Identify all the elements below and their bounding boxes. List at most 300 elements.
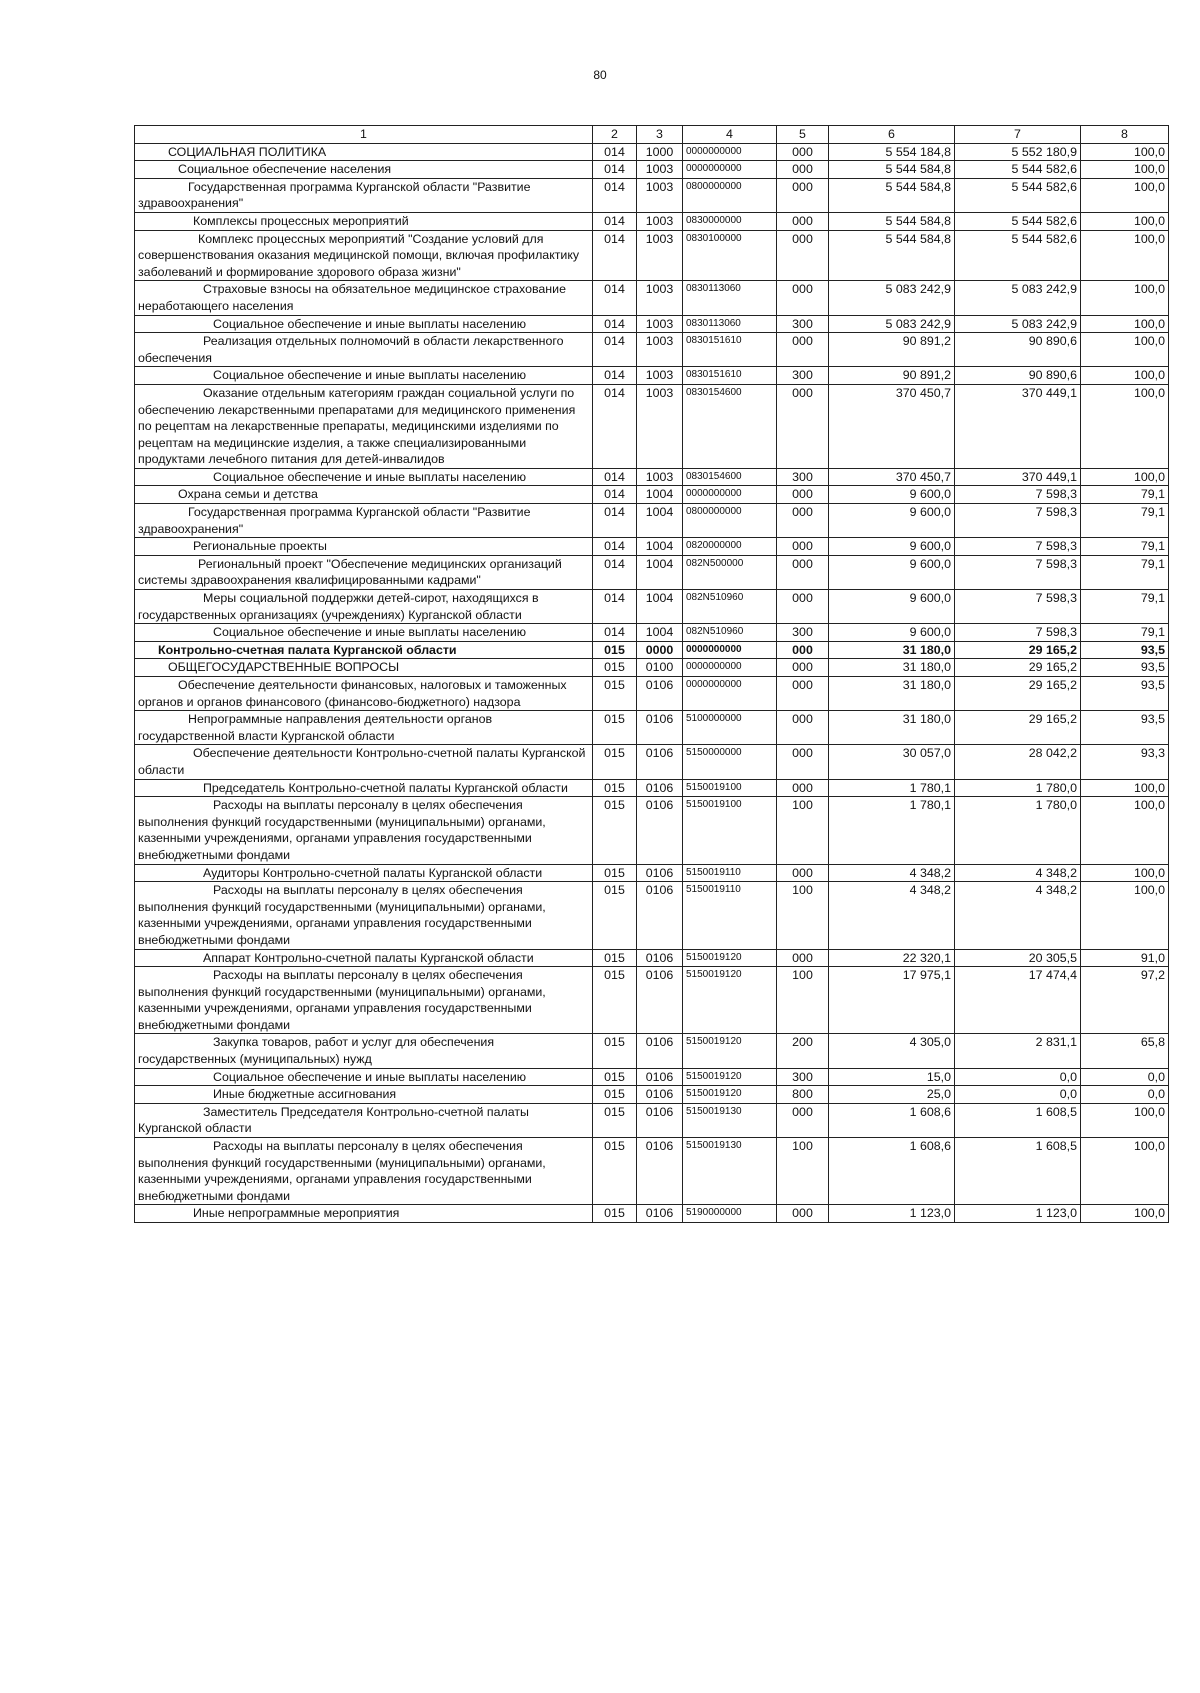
executed-amount-cell: 5 544 582,6	[955, 161, 1081, 179]
subsection-code-cell: 1003	[637, 178, 683, 212]
section-code-cell: 014	[593, 486, 637, 504]
executed-amount-cell: 29 165,2	[955, 677, 1081, 711]
percent-cell: 100,0	[1081, 882, 1169, 949]
expense-type-cell: 300	[777, 468, 829, 486]
expense-type-cell: 000	[777, 333, 829, 367]
section-code-cell: 015	[593, 641, 637, 659]
executed-amount-cell: 5 544 582,6	[955, 178, 1081, 212]
item-name-text: СОЦИАЛЬНАЯ ПОЛИТИКА	[168, 144, 327, 159]
subsection-code-cell: 0100	[637, 659, 683, 677]
expense-type-cell: 000	[777, 486, 829, 504]
subsection-code-cell: 0106	[637, 882, 683, 949]
planned-amount-cell: 31 180,0	[829, 659, 955, 677]
section-code-cell: 015	[593, 779, 637, 797]
item-name-cell	[135, 1086, 593, 1104]
expense-type-cell: 000	[777, 1205, 829, 1223]
table-row	[135, 315, 1169, 333]
planned-amount-cell: 31 180,0	[829, 641, 955, 659]
executed-amount-cell: 2 831,1	[955, 1034, 1081, 1068]
subsection-code-cell: 1003	[637, 333, 683, 367]
target-code-cell: 5150019120	[683, 1034, 777, 1068]
subsection-code-cell: 0106	[637, 1205, 683, 1223]
planned-amount-cell: 22 320,1	[829, 949, 955, 967]
item-name-text: Социальное обеспечение и иные выплаты населению	[213, 368, 527, 383]
item-name-cell	[135, 384, 593, 468]
item-name-text: Иные бюджетные ассигнования	[213, 1087, 397, 1102]
executed-amount-cell: 0,0	[955, 1068, 1081, 1086]
section-code-cell: 015	[593, 1205, 637, 1223]
table-row	[135, 230, 1169, 281]
executed-amount-cell: 90 890,6	[955, 333, 1081, 367]
target-code-cell: 0830113060	[683, 315, 777, 333]
table-row	[135, 967, 1169, 1034]
planned-amount-cell: 25,0	[829, 1086, 955, 1104]
subsection-code-cell: 1003	[637, 367, 683, 385]
table-row	[135, 641, 1169, 659]
subsection-code-cell: 0106	[637, 864, 683, 882]
planned-amount-cell: 5 554 184,8	[829, 143, 955, 161]
item-name-cell	[135, 779, 593, 797]
executed-amount-cell: 1 608,5	[955, 1103, 1081, 1137]
item-name-cell	[135, 882, 593, 949]
item-name-cell	[135, 949, 593, 967]
percent-cell: 93,5	[1081, 659, 1169, 677]
item-name-text: Охрана семьи и детства	[178, 487, 318, 502]
planned-amount-cell: 9 600,0	[829, 486, 955, 504]
planned-amount-cell: 4 348,2	[829, 864, 955, 882]
item-name-text: Оказание отдельным категориям граждан социальной услуги по обеспечению лекарственными препаратами для медицинского применения по рецептам на лекарственные препараты, медицинскими изделиями по рецептам на медицинские изделия, а также специализированными продуктами лечебного питания для детей-инвалидов	[138, 385, 576, 467]
executed-amount-cell: 4 348,2	[955, 882, 1081, 949]
planned-amount-cell: 370 450,7	[829, 468, 955, 486]
table-row	[135, 797, 1169, 864]
item-name-cell	[135, 1138, 593, 1205]
percent-cell: 93,5	[1081, 641, 1169, 659]
target-code-cell: 5150019120	[683, 949, 777, 967]
item-name-text: Реализация отдельных полномочий в области лекарственного обеспечения	[138, 334, 564, 365]
expense-type-cell: 000	[777, 745, 829, 779]
percent-cell: 100,0	[1081, 143, 1169, 161]
percent-cell: 100,0	[1081, 1205, 1169, 1223]
executed-amount-cell: 90 890,6	[955, 367, 1081, 385]
expense-type-cell: 000	[777, 504, 829, 538]
item-name-text: Контрольно-счетная палата Курганской области	[158, 642, 457, 657]
expense-type-cell: 000	[777, 538, 829, 556]
section-code-cell: 014	[593, 555, 637, 589]
subsection-code-cell: 0106	[637, 779, 683, 797]
subsection-code-cell: 0106	[637, 711, 683, 745]
executed-amount-cell: 7 598,3	[955, 538, 1081, 556]
executed-amount-cell: 7 598,3	[955, 590, 1081, 624]
header-row	[135, 126, 1169, 144]
item-name-text: Региональный проект "Обеспечение медицинских организаций системы здравоохранения квалифицированными кадрами"	[138, 556, 562, 588]
planned-amount-cell: 5 544 584,8	[829, 161, 955, 179]
item-name-text: Обеспечение деятельности финансовых, налоговых и таможенных органов и органов финансового (финансово-бюджетного) надзора	[138, 678, 567, 709]
table-row	[135, 1034, 1169, 1068]
target-code-cell: 0000000000	[683, 161, 777, 179]
planned-amount-cell: 9 600,0	[829, 590, 955, 624]
table-row	[135, 384, 1169, 468]
target-code-cell: 0830113060	[683, 281, 777, 315]
subsection-code-cell: 0106	[637, 677, 683, 711]
table-row	[135, 1068, 1169, 1086]
executed-amount-cell: 5 083 242,9	[955, 315, 1081, 333]
section-code-cell: 014	[593, 504, 637, 538]
section-code-cell: 014	[593, 178, 637, 212]
executed-amount-cell: 5 544 582,6	[955, 212, 1081, 230]
item-name-cell	[135, 281, 593, 315]
executed-amount-cell: 5 552 180,9	[955, 143, 1081, 161]
item-name-cell	[135, 230, 593, 281]
percent-cell: 93,3	[1081, 745, 1169, 779]
item-name-cell	[135, 864, 593, 882]
expense-type-cell: 000	[777, 161, 829, 179]
table-row	[135, 1103, 1169, 1137]
table-row	[135, 624, 1169, 642]
subsection-code-cell: 1004	[637, 538, 683, 556]
target-code-cell: 5150019110	[683, 864, 777, 882]
percent-cell: 100,0	[1081, 779, 1169, 797]
percent-cell: 100,0	[1081, 1138, 1169, 1205]
subsection-code-cell: 1003	[637, 468, 683, 486]
subsection-code-cell: 0106	[637, 1068, 683, 1086]
section-code-cell: 014	[593, 281, 637, 315]
item-name-text: Социальное обеспечение и иные выплаты населению	[213, 469, 527, 484]
target-code-cell: 5150019100	[683, 779, 777, 797]
table-row	[135, 779, 1169, 797]
item-name-cell	[135, 161, 593, 179]
section-code-cell: 014	[593, 367, 637, 385]
percent-cell: 100,0	[1081, 468, 1169, 486]
percent-cell: 79,1	[1081, 624, 1169, 642]
expense-type-cell: 000	[777, 143, 829, 161]
item-name-cell	[135, 178, 593, 212]
expense-type-cell: 300	[777, 624, 829, 642]
subsection-code-cell: 1004	[637, 590, 683, 624]
table-row	[135, 1205, 1169, 1223]
expense-type-cell: 000	[777, 281, 829, 315]
subsection-code-cell: 1004	[637, 624, 683, 642]
target-code-cell: 5100000000	[683, 711, 777, 745]
executed-amount-cell: 29 165,2	[955, 641, 1081, 659]
section-code-cell: 014	[593, 315, 637, 333]
section-code-cell: 014	[593, 143, 637, 161]
header-cell-3: 3	[637, 126, 683, 144]
table-row	[135, 677, 1169, 711]
item-name-cell	[135, 143, 593, 161]
item-name-cell	[135, 212, 593, 230]
item-name-cell	[135, 538, 593, 556]
table-row	[135, 333, 1169, 367]
table-row	[135, 367, 1169, 385]
section-code-cell: 014	[593, 333, 637, 367]
table-row	[135, 468, 1169, 486]
item-name-cell	[135, 1103, 593, 1137]
target-code-cell: 0820000000	[683, 538, 777, 556]
item-name-cell	[135, 1205, 593, 1223]
item-name-cell	[135, 367, 593, 385]
percent-cell: 100,0	[1081, 367, 1169, 385]
executed-amount-cell: 1 780,0	[955, 779, 1081, 797]
table-row	[135, 281, 1169, 315]
executed-amount-cell: 20 305,5	[955, 949, 1081, 967]
target-code-cell: 0830000000	[683, 212, 777, 230]
item-name-cell	[135, 1034, 593, 1068]
item-name-cell	[135, 333, 593, 367]
target-code-cell: 5150019120	[683, 1068, 777, 1086]
subsection-code-cell: 0106	[637, 1138, 683, 1205]
subsection-code-cell: 0106	[637, 967, 683, 1034]
expense-type-cell: 300	[777, 315, 829, 333]
executed-amount-cell: 7 598,3	[955, 555, 1081, 589]
header-cell-2: 2	[593, 126, 637, 144]
target-code-cell: 5190000000	[683, 1205, 777, 1223]
item-name-text: Иные непрограммные мероприятия	[193, 1206, 400, 1221]
expense-type-cell: 000	[777, 1103, 829, 1137]
page-number: 80	[593, 68, 607, 82]
percent-cell: 79,1	[1081, 486, 1169, 504]
target-code-cell: 0830154600	[683, 384, 777, 468]
planned-amount-cell: 9 600,0	[829, 555, 955, 589]
executed-amount-cell: 1 608,5	[955, 1138, 1081, 1205]
planned-amount-cell: 9 600,0	[829, 504, 955, 538]
table-body	[135, 126, 1169, 1223]
section-code-cell: 014	[593, 161, 637, 179]
percent-cell: 100,0	[1081, 212, 1169, 230]
percent-cell: 100,0	[1081, 333, 1169, 367]
section-code-cell: 014	[593, 230, 637, 281]
planned-amount-cell: 31 180,0	[829, 677, 955, 711]
table-row	[135, 590, 1169, 624]
executed-amount-cell: 7 598,3	[955, 486, 1081, 504]
planned-amount-cell: 1 123,0	[829, 1205, 955, 1223]
executed-amount-cell: 7 598,3	[955, 504, 1081, 538]
expense-type-cell: 300	[777, 1068, 829, 1086]
target-code-cell: 0000000000	[683, 677, 777, 711]
planned-amount-cell: 31 180,0	[829, 711, 955, 745]
subsection-code-cell: 1004	[637, 504, 683, 538]
expense-type-cell: 000	[777, 677, 829, 711]
item-name-text: Обеспечение деятельности Контрольно-счетной палаты Курганской области	[138, 746, 586, 777]
subsection-code-cell: 1003	[637, 230, 683, 281]
expense-type-cell: 000	[777, 949, 829, 967]
item-name-text: Комплексы процессных мероприятий	[193, 213, 409, 228]
budget-table	[134, 125, 1169, 1223]
subsection-code-cell: 0000	[637, 641, 683, 659]
percent-cell: 91,0	[1081, 949, 1169, 967]
planned-amount-cell: 1 780,1	[829, 779, 955, 797]
table-row	[135, 538, 1169, 556]
expense-type-cell: 100	[777, 882, 829, 949]
expense-type-cell: 100	[777, 1138, 829, 1205]
percent-cell: 100,0	[1081, 797, 1169, 864]
subsection-code-cell: 1003	[637, 161, 683, 179]
expense-type-cell: 000	[777, 590, 829, 624]
planned-amount-cell: 1 608,6	[829, 1103, 955, 1137]
table-row	[135, 212, 1169, 230]
section-code-cell: 015	[593, 1103, 637, 1137]
section-code-cell: 014	[593, 384, 637, 468]
percent-cell: 97,2	[1081, 967, 1169, 1034]
section-code-cell: 014	[593, 590, 637, 624]
target-code-cell: 082N510960	[683, 624, 777, 642]
target-code-cell: 0000000000	[683, 641, 777, 659]
subsection-code-cell: 0106	[637, 745, 683, 779]
target-code-cell: 5150019120	[683, 967, 777, 1034]
header-cell-4: 4	[683, 126, 777, 144]
table-row	[135, 161, 1169, 179]
percent-cell: 79,1	[1081, 538, 1169, 556]
expense-type-cell: 000	[777, 659, 829, 677]
item-name-cell	[135, 967, 593, 1034]
item-name-text: Социальное обеспечение и иные выплаты населению	[213, 625, 527, 640]
expense-type-cell: 000	[777, 711, 829, 745]
executed-amount-cell: 370 449,1	[955, 468, 1081, 486]
header-cell-6: 6	[829, 126, 955, 144]
executed-amount-cell: 0,0	[955, 1086, 1081, 1104]
target-code-cell: 5150019130	[683, 1103, 777, 1137]
header-cell-8: 8	[1081, 126, 1169, 144]
planned-amount-cell: 1 780,1	[829, 797, 955, 864]
subsection-code-cell: 1003	[637, 212, 683, 230]
header-cell-7: 7	[955, 126, 1081, 144]
planned-amount-cell: 5 544 584,8	[829, 178, 955, 212]
section-code-cell: 015	[593, 1034, 637, 1068]
item-name-text: Страховые взносы на обязательное медицинское страхование неработающего населения	[138, 282, 566, 313]
target-code-cell: 0830151610	[683, 367, 777, 385]
table-row	[135, 143, 1169, 161]
item-name-cell	[135, 555, 593, 589]
subsection-code-cell: 1004	[637, 486, 683, 504]
executed-amount-cell: 29 165,2	[955, 711, 1081, 745]
table-row	[135, 504, 1169, 538]
planned-amount-cell: 5 083 242,9	[829, 315, 955, 333]
item-name-text: Расходы на выплаты персоналу в целях обеспечения выполнения функций государственными (муниципальными) органами, казенными учреждениями, органами управления государственными внебюджетными фондами	[138, 798, 546, 862]
item-name-text: Аппарат Контрольно-счетной палаты Курганской области	[203, 950, 534, 965]
item-name-cell	[135, 745, 593, 779]
section-code-cell: 014	[593, 624, 637, 642]
item-name-text: Заместитель Председателя Контрольно-счетной палаты Курганской области	[138, 1104, 529, 1136]
header-cell-5: 5	[777, 126, 829, 144]
subsection-code-cell: 1003	[637, 281, 683, 315]
target-code-cell: 0830100000	[683, 230, 777, 281]
subsection-code-cell: 0106	[637, 797, 683, 864]
percent-cell: 79,1	[1081, 504, 1169, 538]
section-code-cell: 014	[593, 468, 637, 486]
target-code-cell: 0830151610	[683, 333, 777, 367]
planned-amount-cell: 9 600,0	[829, 538, 955, 556]
subsection-code-cell: 1003	[637, 384, 683, 468]
table-row	[135, 745, 1169, 779]
item-name-cell	[135, 677, 593, 711]
item-name-cell	[135, 504, 593, 538]
section-code-cell: 015	[593, 711, 637, 745]
percent-cell: 100,0	[1081, 230, 1169, 281]
section-code-cell: 015	[593, 745, 637, 779]
table-row	[135, 882, 1169, 949]
planned-amount-cell: 90 891,2	[829, 367, 955, 385]
subsection-code-cell: 1003	[637, 315, 683, 333]
item-name-text: Меры социальной поддержки детей-сирот, находящихся в государственных организациях (учреждениях) Курганской области	[138, 591, 539, 622]
expense-type-cell: 000	[777, 212, 829, 230]
table-row	[135, 555, 1169, 589]
expense-type-cell: 000	[777, 555, 829, 589]
target-code-cell: 5150000000	[683, 745, 777, 779]
item-name-cell	[135, 315, 593, 333]
table-row	[135, 1138, 1169, 1205]
item-name-cell	[135, 711, 593, 745]
percent-cell: 100,0	[1081, 384, 1169, 468]
subsection-code-cell: 0106	[637, 1103, 683, 1137]
target-code-cell: 082N510960	[683, 590, 777, 624]
table-row	[135, 659, 1169, 677]
item-name-cell	[135, 797, 593, 864]
item-name-text: Непрограммные направления деятельности органов государственной власти Курганской области	[138, 712, 493, 743]
target-code-cell: 0000000000	[683, 486, 777, 504]
table-row	[135, 1086, 1169, 1104]
item-name-text: Закупка товаров, работ и услуг для обеспечения государственных (муниципальных) нужд	[138, 1035, 495, 1067]
section-code-cell: 015	[593, 949, 637, 967]
section-code-cell: 014	[593, 538, 637, 556]
subsection-code-cell: 1004	[637, 555, 683, 589]
executed-amount-cell: 370 449,1	[955, 384, 1081, 468]
section-code-cell: 015	[593, 797, 637, 864]
section-code-cell: 015	[593, 1138, 637, 1205]
expense-type-cell: 100	[777, 797, 829, 864]
table-row	[135, 486, 1169, 504]
target-code-cell: 0000000000	[683, 659, 777, 677]
section-code-cell: 015	[593, 882, 637, 949]
section-code-cell: 015	[593, 1068, 637, 1086]
percent-cell: 100,0	[1081, 315, 1169, 333]
subsection-code-cell: 0106	[637, 949, 683, 967]
item-name-cell	[135, 641, 593, 659]
executed-amount-cell: 1 780,0	[955, 797, 1081, 864]
target-code-cell: 0830154600	[683, 468, 777, 486]
table-row	[135, 864, 1169, 882]
expense-type-cell: 100	[777, 967, 829, 1034]
item-name-text: Государственная программа Курганской области "Развитие здравоохранения"	[138, 505, 531, 536]
target-code-cell: 0800000000	[683, 178, 777, 212]
executed-amount-cell: 5 544 582,6	[955, 230, 1081, 281]
executed-amount-cell: 7 598,3	[955, 624, 1081, 642]
header-cell-1: 1	[135, 126, 593, 144]
target-code-cell: 082N500000	[683, 555, 777, 589]
percent-cell: 65,8	[1081, 1034, 1169, 1068]
section-code-cell: 015	[593, 1086, 637, 1104]
item-name-text: Расходы на выплаты персоналу в целях обеспечения выполнения функций государственными (муниципальными) органами, казенными учреждениями, органами управления государственными внебюджетными фондами	[138, 883, 546, 947]
percent-cell: 100,0	[1081, 178, 1169, 212]
expense-type-cell: 000	[777, 384, 829, 468]
planned-amount-cell: 4 348,2	[829, 882, 955, 949]
item-name-cell	[135, 590, 593, 624]
target-code-cell: 5150019100	[683, 797, 777, 864]
item-name-text: Социальное обеспечение и иные выплаты населению	[213, 316, 527, 331]
item-name-cell	[135, 624, 593, 642]
percent-cell: 93,5	[1081, 677, 1169, 711]
planned-amount-cell: 17 975,1	[829, 967, 955, 1034]
table-row	[135, 711, 1169, 745]
subsection-code-cell: 0106	[637, 1086, 683, 1104]
section-code-cell: 015	[593, 967, 637, 1034]
percent-cell: 100,0	[1081, 281, 1169, 315]
section-code-cell: 015	[593, 864, 637, 882]
target-code-cell: 0000000000	[683, 143, 777, 161]
percent-cell: 0,0	[1081, 1086, 1169, 1104]
item-name-cell	[135, 659, 593, 677]
item-name-text: Социальное обеспечение населения	[178, 162, 392, 177]
executed-amount-cell: 29 165,2	[955, 659, 1081, 677]
percent-cell: 100,0	[1081, 1103, 1169, 1137]
